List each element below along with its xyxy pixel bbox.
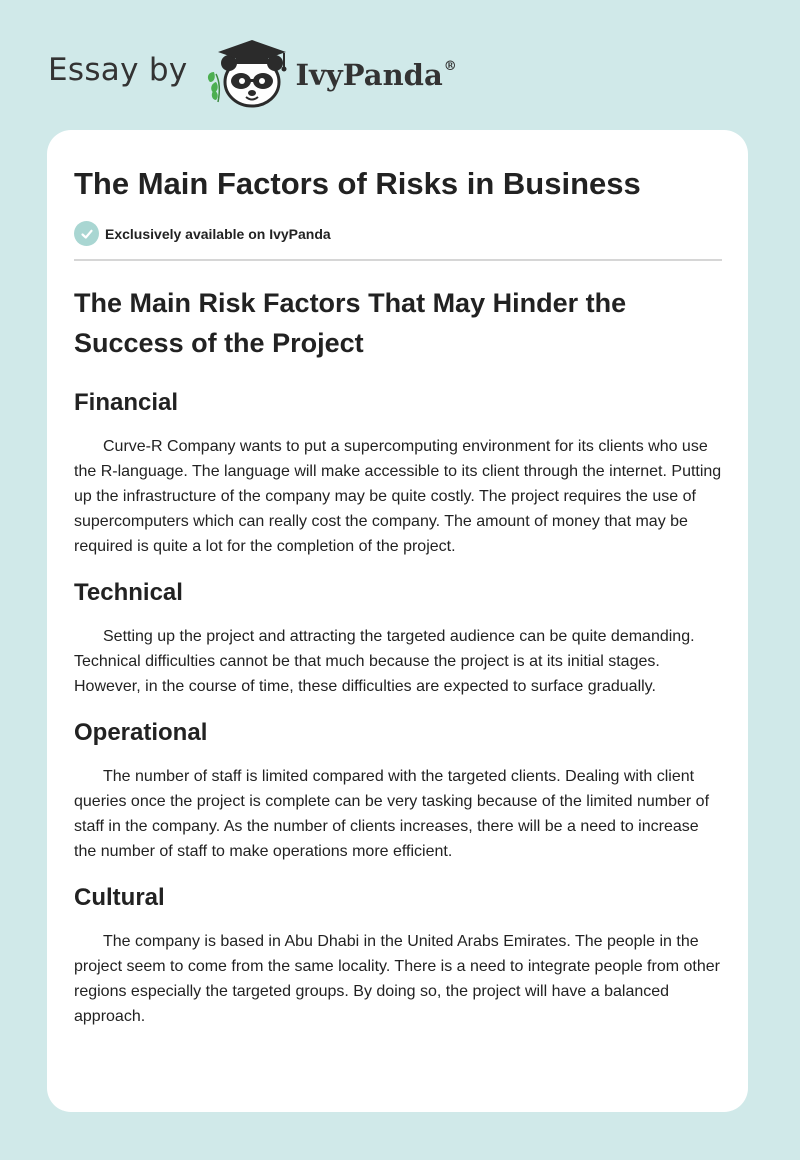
- divider: [74, 259, 722, 261]
- paragraph-operational: The number of staff is limited compared with the targeted clients. Dealing with client queries once the project is complete can be very tasking because of the limited number of staff in the company. As the number of clients increases, there will be a need to increase the number of staff to make operations more efficient.: [74, 768, 710, 860]
- essay-by-label: Essay by: [48, 52, 188, 88]
- essay-card: [47, 130, 748, 1112]
- paragraph-cultural: The company is based in Abu Dhabi in the United Arabs Emirates. The people in the project seem to come from the same locality. There is a need to integrate people from other regions especially the targeted groups. By doing so, the project will have a balanced approach.: [74, 933, 720, 1025]
- subheading-technical: Technical: [74, 579, 183, 606]
- section-heading: The Main Risk Factors That May Hinder the Success of the Project: [74, 288, 627, 358]
- subheading-cultural: Cultural: [74, 884, 165, 911]
- subheading-financial: Financial: [74, 389, 179, 416]
- site-header: [48, 36, 457, 110]
- check-icon: [74, 221, 99, 246]
- paragraph-financial: Curve-R Company wants to put a supercomputing environment for its clients who use the R-language. The language will make accessible to its client through the internet. Putting up the infrastructure of the company may be quite costly. The project requires the use of supercomputers which can really cost the company. The amount of money that may be required is quite a lot for the completion of the project.: [74, 438, 722, 555]
- brand-name[interactable]: IvyPanda®: [295, 58, 457, 92]
- exclusive-badge-text: Exclusively available on IvyPanda: [105, 225, 331, 242]
- paragraph-technical: Setting up the project and attracting the targeted audience can be quite demanding. Technical difficulties cannot be that much because the project is at its initial stages. However, in the course of time, these difficulties are expected to surface gradually.: [74, 628, 695, 695]
- exclusive-badge: [74, 221, 722, 246]
- registered-mark: ®: [443, 59, 457, 75]
- page-title: The Main Factors of Risks in Business: [74, 166, 641, 201]
- subheading-operational: Operational: [74, 719, 208, 746]
- panda-logo-icon[interactable]: [204, 36, 294, 110]
